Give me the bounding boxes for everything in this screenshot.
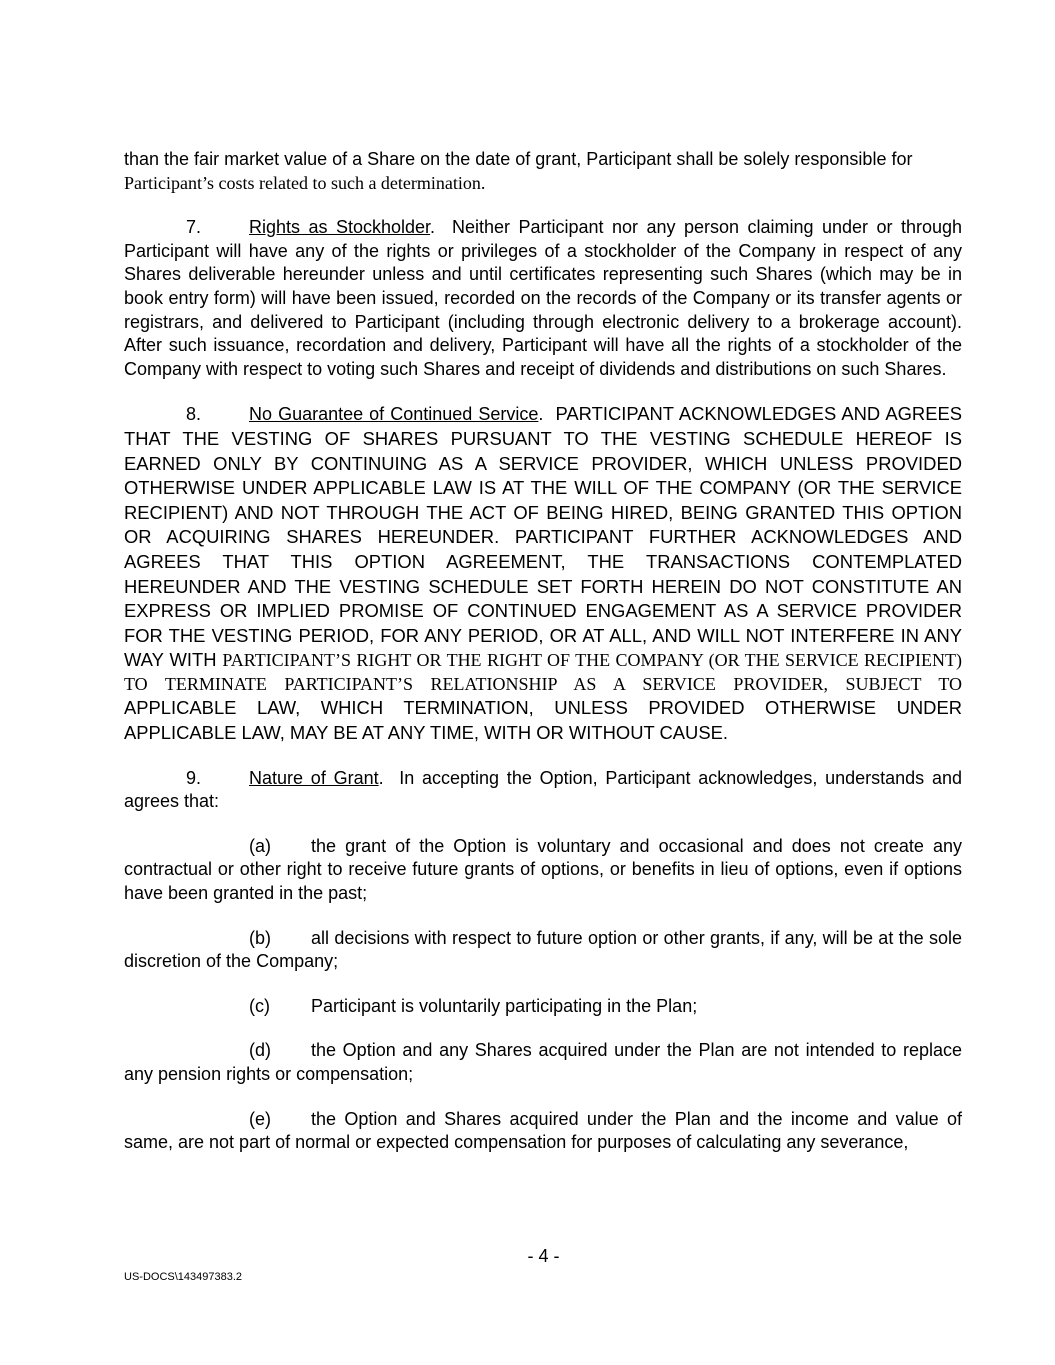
document-page: [124, 148, 962, 1176]
intro-paragraph: [124, 148, 962, 195]
intro-line-1: than the fair market value of a Share on the date of grant, Participant shall be solely responsible for: [124, 149, 913, 169]
section-8: 8. No Guarantee of Continued Service. PARTICIPANT ACKNOWLEDGES AND AGREES THAT THE VESTING OF SHARES PURSUANT TO THE VESTING SCHEDULE HEREOF IS EARNED ONLY BY CONTINUING AS A SERVICE PROVIDER, WHICH UNLESS PROVIDED OTHERWISE UNDER APPLICABLE LAW IS AT THE WILL OF THE COMPANY (OR THE SERVICE RECIPIENT) AND NOT THROUGH THE ACT OF BEING HIRED, BEING GRANTED THIS OPTION OR ACQUIRING SHARES HEREUNDER. PARTICIPANT FURTHER ACKNOWLEDGES AND AGREES THAT THIS OPTION AGREEMENT, THE TRANSACTIONS CONTEMPLATED HEREUNDER AND THE VESTING SCHEDULE SET FORTH HEREIN DO NOT CONSTITUTE AN EXPRESS OR IMPLIED PROMISE OF CONTINUED ENGAGEMENT AS A SERVICE PROVIDER FOR THE VESTING PERIOD, FOR ANY PERIOD, OR AT ALL, AND WILL NOT INTERFERE IN ANY WAY WITH PARTICIPANT’S RIGHT OR THE RIGHT OF THE COMPANY (OR THE SERVICE RECIPIENT) TO TERMINATE PARTICIPANT’S RELATIONSHIP AS A SERVICE PROVIDER, SUBJECT TO APPLICABLE LAW, WHICH TERMINATION, UNLESS PROVIDED OTHERWISE UNDER APPLICABLE LAW, MAY BE AT ANY TIME, WITH OR WITHOUT CAUSE.: [124, 403, 962, 744]
item-d-text: the Option and any Shares acquired under the Plan are not intended to replace any pension rights or compensation;: [124, 1040, 962, 1084]
section-8-number: 8.: [186, 404, 202, 425]
intro-line-2: Participant’s costs related to such a determination.: [124, 172, 486, 193]
item-e-text: the Option and Shares acquired under the Plan and the income and value of same, are not part of normal or expected compensation for purposes of calculating any severance,: [124, 1108, 962, 1153]
item-c-label: (c): [249, 995, 270, 1016]
section-9-item-d: [124, 1039, 962, 1086]
item-a-text: the grant of the Option is voluntary and occasional and does not create any contractual or other right to receive future grants of options, or benefits in lieu of options, even if options have been granted in the past;: [124, 835, 962, 904]
section-9-item-c: [124, 995, 962, 1019]
section-7: 7. Rights as Stockholder. Neither Participant nor any person claiming under or through Participant will have any of the rights or privileges of a stockholder of the Company in respect of any Shares deliverable hereunder unless and until certificates representing such Shares (which may be in book entry form) will have been issued, recorded on the records of the Company or its transfer agents or registrars, and delivered to Participant (including through electronic delivery to a brokerage account). After such issuance, recordation and delivery, Participant will have all the rights of a stockholder of the Company with respect to voting such Shares and receipt of dividends and distributions on such Shares.: [124, 217, 962, 379]
item-b-text: all decisions with respect to future option or other grants, if any, will be at the sole discretion of the Company;: [124, 927, 962, 972]
section-9-text: In accepting the Option, Participant acknowledges, understands and agrees that:: [124, 767, 962, 812]
item-d-label: (d): [249, 1040, 271, 1061]
section-7-heading: Rights as Stockholder: [249, 217, 431, 238]
section-9-item-e: [124, 1108, 962, 1155]
section-7-number: 7.: [186, 217, 202, 238]
section-8-text-part-2: PARTICIPANT’S RIGHT OR THE RIGHT OF THE COMPANY (OR THE SERVICE RECIPIENT) TO TERMINATE PARTICIPANT’S RELATIONSHIP AS A SERVICE PROVIDER, SUBJECT TO: [124, 650, 962, 694]
page-number: - 4 -: [527, 1246, 560, 1266]
section-7-text: Neither Participant nor any person claiming under or through Participant will have any of the rights or privileges of a stockholder of the Company in respect of any Shares deliverable hereunder unless and until certificates representing such Shares (which may be in book entry form) will have been issued, recorded on the records of the Company or its transfer agents or registrars, and delivered to Participant (including through electronic delivery to a brokerage account). After such issuance, recordation and delivery, Participant will have all the rights of a stockholder of the Company with respect to voting such Shares and receipt of dividends and distributions on such Shares.: [124, 217, 962, 379]
item-e-label: (e): [249, 1108, 271, 1129]
section-9-item-a: [124, 835, 962, 906]
section-9-number: 9.: [186, 767, 202, 788]
section-9-item-b: [124, 927, 962, 974]
section-9: 9. Nature of Grant. In accepting the Option, Participant acknowledges, understands and agrees that:: [124, 767, 962, 812]
item-c-text: Participant is voluntarily participating in the Plan;: [311, 995, 698, 1016]
item-b-label: (b): [249, 927, 271, 948]
section-8-text-part-1: PARTICIPANT ACKNOWLEDGES AND AGREES THAT THE VESTING OF SHARES PURSUANT TO THE VESTING SCHEDULE HEREOF IS EARNED ONLY BY CONTINUING AS A SERVICE PROVIDER, WHICH UNLESS PROVIDED OTHERWISE UNDER APPLICABLE LAW IS AT THE WILL OF THE COMPANY (OR THE SERVICE RECIPIENT) AND NOT THROUGH THE ACT OF BEING HIRED, BEING GRANTED THIS OPTION OR ACQUIRING SHARES HEREUNDER. PARTICIPANT FURTHER ACKNOWLEDGES AND AGREES THAT THIS OPTION AGREEMENT, THE TRANSACTIONS CONTEMPLATED HEREUNDER AND THE VESTING SCHEDULE SET FORTH HEREIN DO NOT CONSTITUTE AN EXPRESS OR IMPLIED PROMISE OF CONTINUED ENGAGEMENT AS A SERVICE PROVIDER FOR THE VESTING PERIOD, FOR ANY PERIOD, OR AT ALL, AND WILL NOT INTERFERE IN ANY WAY WITH: [124, 403, 962, 671]
section-8-heading: No Guarantee of Continued Service: [249, 404, 539, 425]
section-8-text-part-3: APPLICABLE LAW, WHICH TERMINATION, UNLESS PROVIDED OTHERWISE UNDER APPLICABLE LAW, MAY BE AT ANY TIME, WITH OR WITHOUT CAUSE.: [124, 697, 962, 744]
document-id: US-DOCS\143497383.2: [124, 1271, 243, 1283]
item-a-label: (a): [249, 835, 271, 856]
section-9-heading: Nature of Grant: [249, 767, 379, 788]
